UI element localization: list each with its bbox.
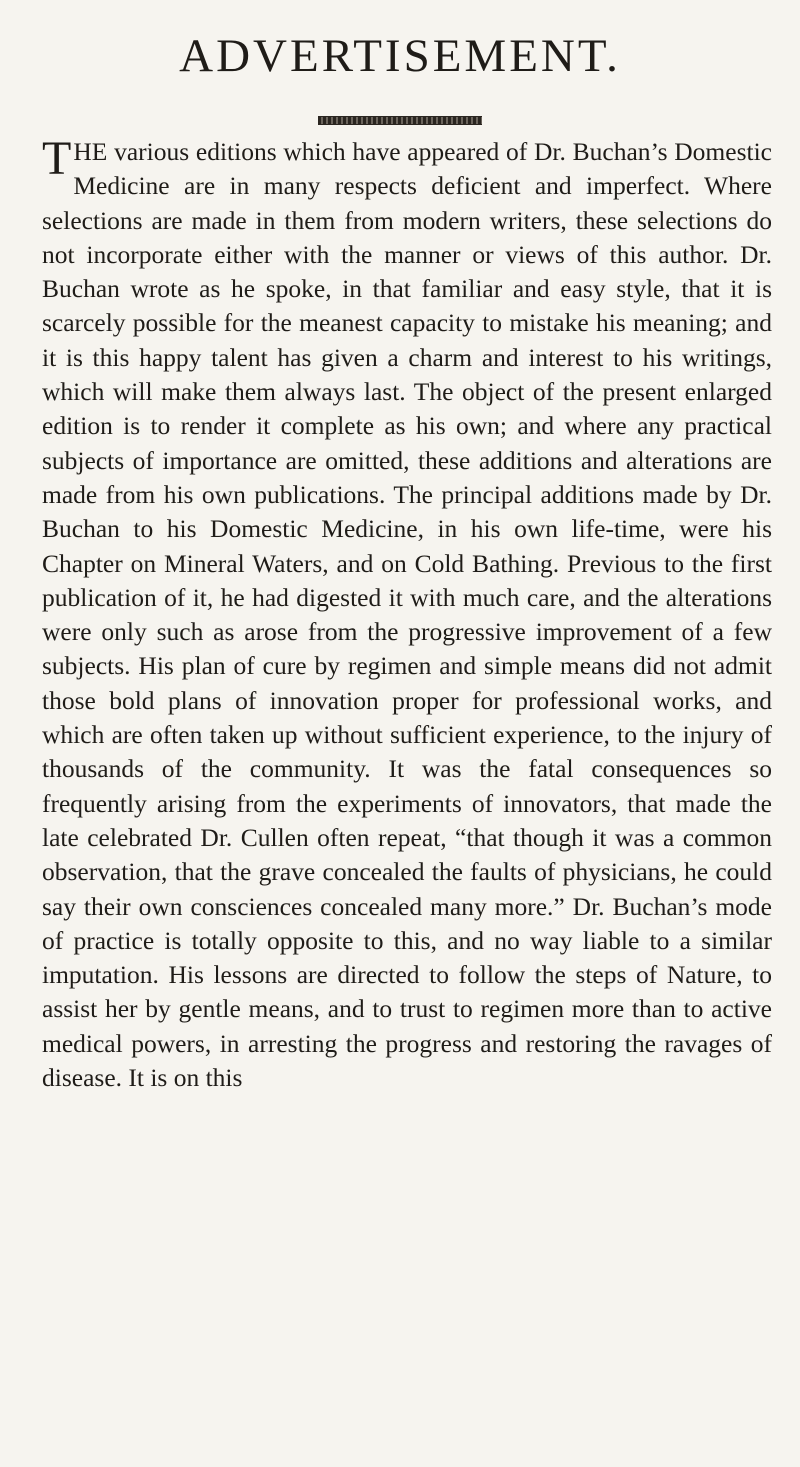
ornamental-rule-wrap [28,116,772,125]
page-title: ADVERTISEMENT. [179,30,621,82]
first-word-rest: HE [73,137,108,166]
advertisement-paragraph [42,132,772,1095]
paragraph-text: various editions which have appeared of Dr. Buchan’s Domestic Medicine are in many respects deficient and imperfect. Where selections are made in them from modern writers, these selections do not incorporate either with the manner or views of this author. Dr. Buchan wrote as he spoke, in that familiar and easy style, that it is scarcely possible for the meanest capacity to mistake his meaning; and it is this happy talent has given a charm and interest to his writings, which will make them always last. The object of the present enlarged edition is to render it complete as his own; and where any practical subjects of importance are omitted, these additions and alterations are made from his own publications. The principal additions made by Dr. Buchan to his Domestic Medicine, in his own life-time, were his Chapter on Mineral Waters, and on Cold Bathing. Previous to the first publication of it, he had digested it with much care, and the alterations were only such as arose from the progressive improvement of a few subjects. His plan of cure by regimen and simple means did not admit those bold plans of innovation proper for professional works, and which are often taken up without sufficient experience, to the injury of thousands of the community. It was the fatal consequences so frequently arising from the experiments of innovators, that made the late celebrated Dr. Cullen often repeat, “that though it was a common observation, that the grave concealed the faults of physicians, he could say their own consciences concealed many more.” Dr. Buchan’s mode of practice is totally opposite to this, and no way liable to a similar imputation. His lessons are directed to follow the steps of Nature, to assist her by gentle means, and to trust to regimen more than to active medical powers, in arresting the progress and restoring the ravages of disease. It is on this [42,137,772,1093]
ornamental-rule [318,116,482,125]
drop-cap: T [42,132,72,185]
